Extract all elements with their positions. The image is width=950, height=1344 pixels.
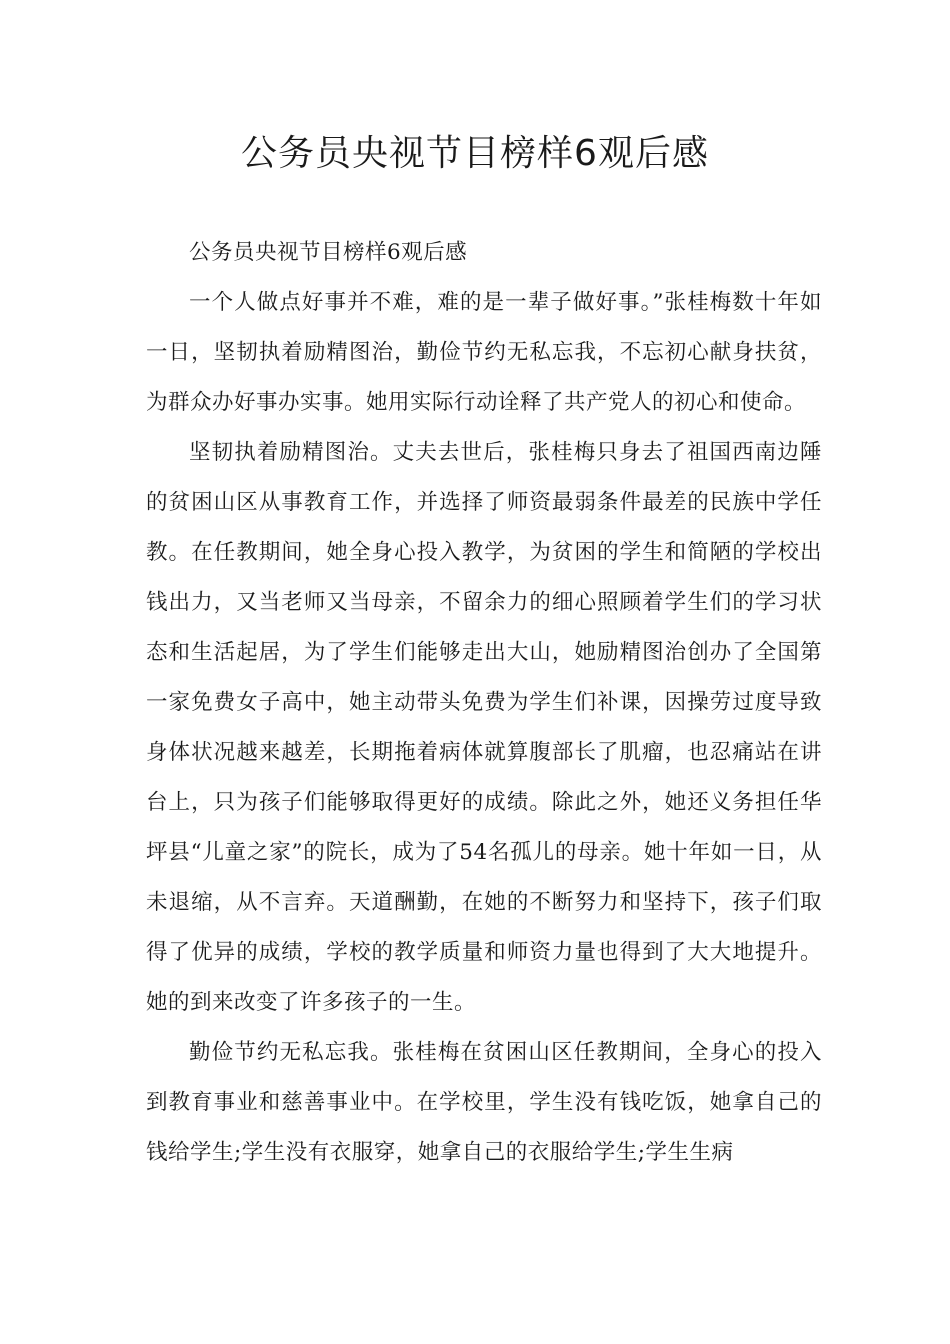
document-body [146, 228, 822, 1178]
paragraph-perseverance: 坚韧执着励精图治。丈夫去世后，张桂梅只身去了祖国西南边陲的贫困山区从事教育工作，并选择了师资最弱条件最差的民族中学任教。在任教期间，她全身心投入教学，为贫困的学生和简陋的学校出钱出力，又当老师又当母亲，不留余力的细心照顾着学生们的学习状态和生活起居，为了学生们能够走出大山，她励精图治创办了全国第一家免费女子高中，她主动带头免费为学生们补课，因操劳过度导致身体状况越来越差，长期拖着病体就算腹部长了肌瘤，也忍痛站在讲台上，只为孩子们能够取得更好的成绩。除此之外，她还义务担任华坪县“儿童之家”的院长，成为了54名孤儿的母亲。她十年如一日，从未退缩，从不言弃。天道酬勤，在她的不断努力和坚持下，孩子们取得了优异的成绩，学校的教学质量和师资力量也得到了大大地提升。她的到来改变了许多孩子的一生。 [146, 440, 822, 1015]
document-title: 公务员央视节目榜样6观后感 [241, 133, 709, 174]
paragraph-selfless: 勤俭节约无私忘我。张桂梅在贫困山区任教期间，全身心的投入到教育事业和慈善事业中。在学校里，学生没有钱吃饭，她拿自己的钱给学生;学生没有衣服穿，她拿自己的衣服给学生;学生生病 [146, 1040, 822, 1165]
paragraph-intro: 一个人做点好事并不难，难的是一辈子做好事。”张桂梅数十年如一日，坚韧执着励精图治，勤俭节约无私忘我，不忘初心献身扶贫，为群众办好事办实事。她用实际行动诠释了共产党人的初心和使命。 [146, 290, 822, 415]
paragraph-subtitle: 公务员央视节目榜样6观后感 [189, 240, 468, 265]
